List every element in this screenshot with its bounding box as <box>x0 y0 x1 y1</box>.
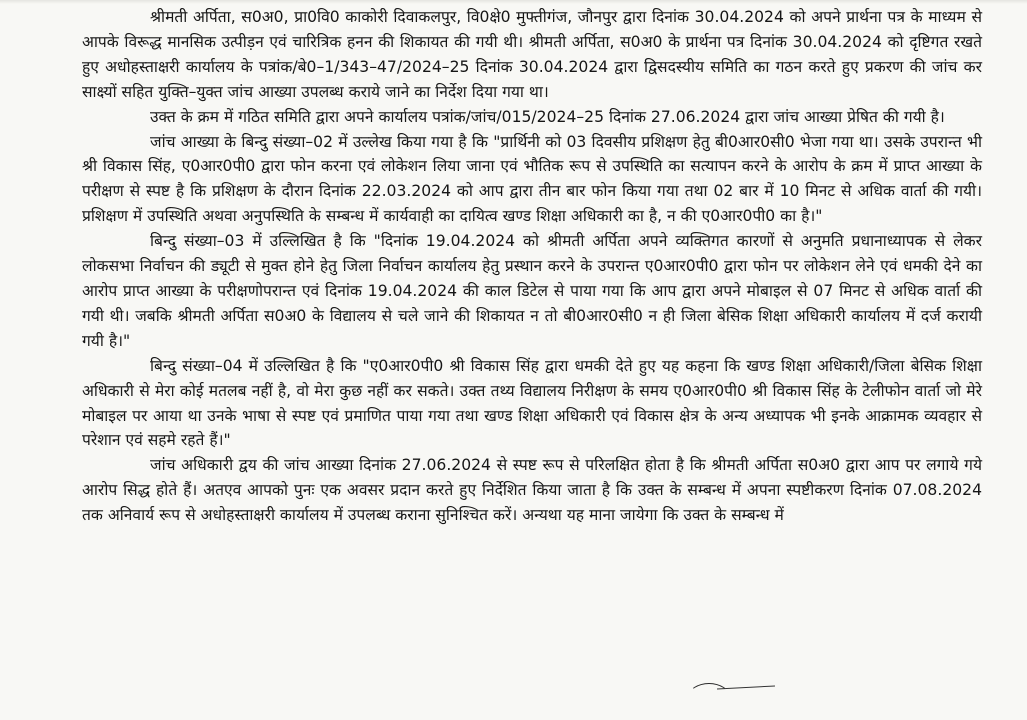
paragraph-complaint: श्रीमती अर्पिता, स0अ0, प्रा0वि0 काकोरी दिवाकलपुर, वि0क्षे0 मुफ्तीगंज, जौनपुर द्वारा दिनांक 30.04.2024 को अपने प्रार्थना पत्र के माध्यम से आपके विरूद्ध मानसिक उत्पीड़न एवं चारित्रिक हनन की शिकायत की गयी थी। श्रीमती अर्पिता, स0अ0 के प्रार्थना पत्र दिनांक 30.04.2024 को दृष्टिगत रखते हुए अधोहस्ताक्षरी कार्यालय के पत्रांक/बे0–1/343–47/2024–25 दिनांक 30.04.2024 द्वारा द्विसदस्यीय समिति का गठन करते हुए प्रकरण की जांच कर साक्ष्यों सहित युक्ति–युक्त जांच आख्या उपलब्ध कराये जाने का निर्देश दिया गया था। <box>82 8 982 101</box>
paragraph-conclusion: जांच अधिकारी द्वय की जांच आख्या दिनांक 27.06.2024 से स्पष्ट रूप से परिलक्षित होता है कि श्रीमती अर्पिता स0अ0 द्वारा आप पर लगाये गये आरोप सिद्ध होते हैं। अतएव आपको पुनः एक अवसर प्रदान करते हुए निर्देशित किया जाता है कि उक्त के सम्बन्ध में अपना स्पष्टीकरण दिनांक 07.08.2024 तक अनिवार्य रूप से अधोहस्ताक्षरी कार्यालय में उपलब्ध कराना सुनिश्चित करें। अन्यथा यह माना जायेगा कि उक्त के सम्बन्ध में <box>82 456 982 525</box>
pen-stroke-mark <box>688 683 730 711</box>
page-edge-shadow <box>0 0 1027 4</box>
paragraph-point-04: बिन्दु संख्या–04 में उल्लिखित है कि "ए0आर0पी0 श्री विकास सिंह द्वारा धमकी देते हुए यह कहना कि खण्ड शिक्षा अधिकारी/जिला बेसिक शिक्षा अधिकारी से मेरा कोई मतलब नहीं है, वो मेरा कुछ नहीं कर सकते। उक्त तथ्य विद्यालय निरीक्षण के समय ए0आर0पी0 श्री विकास सिंह के टेलीफोन वार्ता जो मेरे मोबाइल पर आया था उनके भाषा से स्पष्ट एवं प्रमाणित पाया गया तथा खण्ड शिक्षा अधिकारी एवं विकास क्षेत्र के अन्य अध्यापक भी इनके आक्रामक व्यवहार से परेशान एवं सहमे रहते हैं।" <box>82 356 982 450</box>
letter-body <box>82 5 982 528</box>
paragraph-point-02: जांच आख्या के बिन्दु संख्या–02 में उल्लेख किया गया है कि "प्रार्थिनी को 03 दिवसीय प्रशिक्षण हेतु बी0आर0सी0 भेजा गया था। उसके उपरान्त भी श्री विकास सिंह, ए0आर0पी0 द्वारा फोन करना एवं लोकेशन लिया जाना एवं भौतिक रूप से उपस्थिति का सत्यापन करने के आरोप के क्रम में प्राप्त आख्या के परीक्षण से स्पष्ट है कि प्रशिक्षण के दौरान दिनांक 22.03.2024 को आप द्वारा तीन बार फोन किया गया तथा 02 बार में 10 मिनट से अधिक वार्ता की गयी। प्रशिक्षण में उपस्थिति अथवा अनुपस्थिति के सम्बन्ध में कार्यवाही का दायित्व खण्ड शिक्षा अधिकारी का है, न की ए0आर0पी0 का है।" <box>82 132 982 226</box>
paragraph-point-03: बिन्दु संख्या–03 में उल्लिखित है कि "दिनांक 19.04.2024 को श्रीमती अर्पिता अपने व्यक्तिगत कारणों से अनुमति प्रधानाध्यापक से लेकर लोकसभा निर्वाचन की ड्यूटी से मुक्त होने हेतु जिला निर्वाचन कार्यालय हेतु प्रस्थान करने के उपरान्त ए0आर0पी0 द्वारा फोन पर लोकेशन लेने एवं धमकी देने का आरोप प्राप्त आख्या के परीक्षणोपरान्त एवं दिनांक 19.04.2024 की काल डिटेल से पाया गया कि आप द्वारा अपने मोबाइल से 07 मिनट से अधिक वार्ता की गयी थी। जबकि श्रीमती अर्पिता स0अ0 के विद्यालय से चले जाने की शिकायत न तो बी0आर0सी0 न ही जिला बेसिक शिक्षा अधिकारी कार्यालय में दर्ज करायी गयी है।" <box>82 232 982 350</box>
paragraph-committee-report: उक्त के क्रम में गठित समिति द्वारा अपने कार्यालय पत्रांक/जांच/015/2024–25 दिनांक 27.06.2024 द्वारा जांच आख्या प्रेषित की गयी है। <box>150 107 945 126</box>
